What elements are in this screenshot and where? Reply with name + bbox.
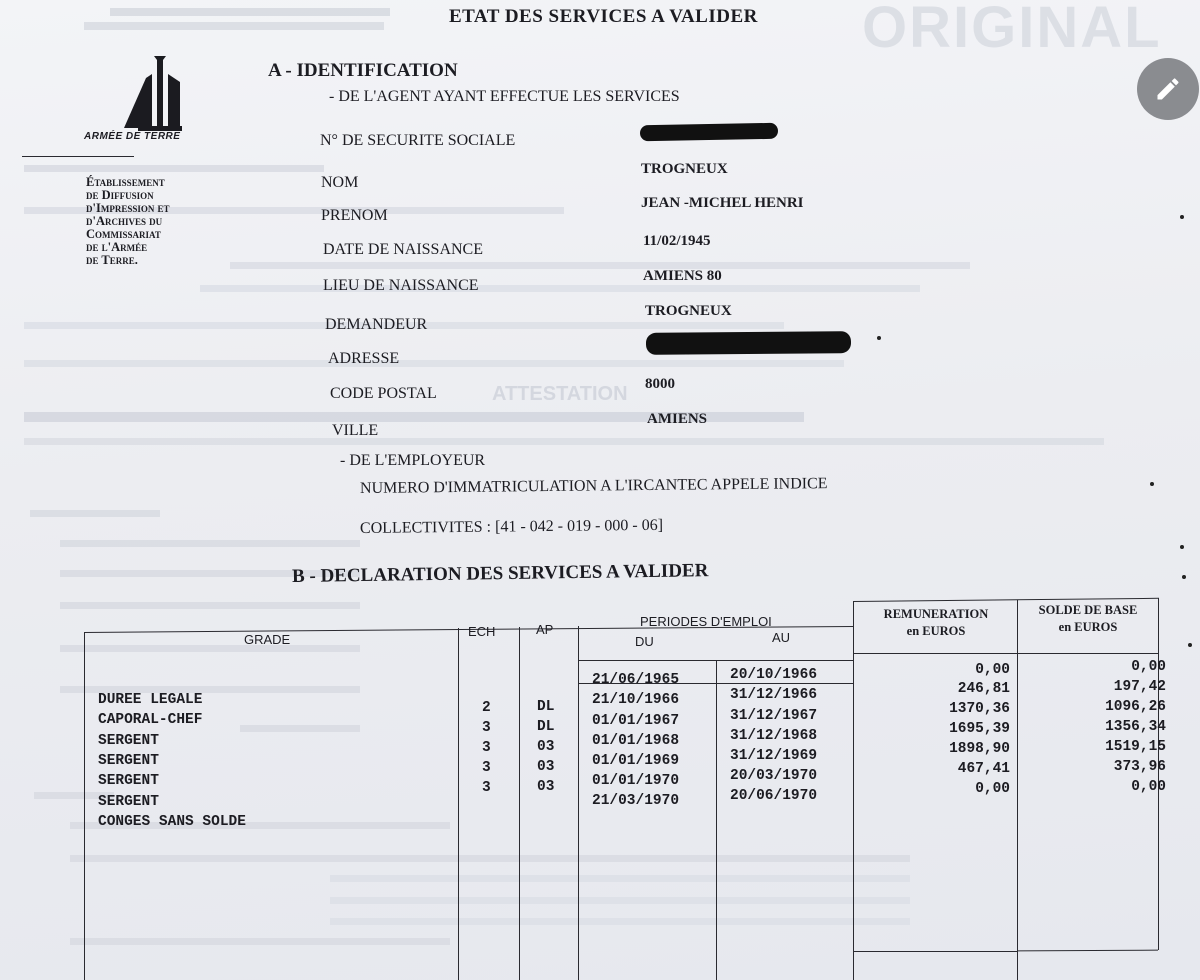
establishment-line: de Diffusion xyxy=(86,188,154,202)
table-cell-ech: 3 xyxy=(482,780,491,796)
table-cell-ech: 3 xyxy=(482,720,491,736)
adresse-label: ADRESSE xyxy=(328,350,400,367)
table-cell-au: 20/06/1970 xyxy=(730,788,818,804)
employer-subheading: - DE L'EMPLOYEUR xyxy=(340,452,486,469)
table-cell-solde: 1096,26 xyxy=(1105,699,1166,715)
table-cell-ap: 03 xyxy=(537,779,555,795)
lieu-value: AMIENS 80 xyxy=(643,268,722,284)
table-cell-ech: 2 xyxy=(482,700,491,716)
agent-subheading: - DE L'AGENT AYANT EFFECTUE LES SERVICES xyxy=(329,88,680,105)
establishment-line: Établissement xyxy=(86,175,165,189)
prenom-label: PRENOM xyxy=(321,207,388,224)
table-cell-rem: 0,00 xyxy=(975,662,1010,678)
establishment-line: Commissariat xyxy=(86,227,161,241)
header-ech: ECH xyxy=(468,624,496,639)
table-cell-rem: 1695,39 xyxy=(949,721,1010,737)
grade-cell: CAPORAL-CHEF xyxy=(98,712,203,728)
ghost-original: ORIGINAL xyxy=(862,0,1162,60)
header-remuneration: REMUNERATION en EUROS xyxy=(883,607,989,638)
table-cell-du: 01/01/1967 xyxy=(592,713,680,729)
table-cell-rem: 0,00 xyxy=(975,781,1010,797)
ville-value: AMIENS xyxy=(647,411,708,427)
table-cell-du: 01/01/1970 xyxy=(592,773,680,789)
ghost-attestation: ATTESTATION xyxy=(492,383,628,405)
table-cell-solde: 373,96 xyxy=(1113,759,1166,775)
table-cell-rem: 246,81 xyxy=(957,681,1010,697)
ircantec-text: NUMERO D'IMMATRICULATION A L'IRCANTEC APPELE INDICE xyxy=(359,475,828,497)
table-cell-ech: 3 xyxy=(482,760,491,776)
header-ap: AP xyxy=(536,622,554,637)
lieu-label: LIEU DE NAISSANCE xyxy=(323,277,479,294)
table-cell-du: 01/01/1968 xyxy=(592,733,680,749)
header-solde: SOLDE DE BASE en EUROS xyxy=(1038,603,1138,634)
establishment-line: d'Archives du xyxy=(86,214,163,228)
demandeur-value: TROGNEUX xyxy=(645,303,732,319)
prenom-value: JEAN -MICHEL HENRI xyxy=(641,195,804,211)
section-a-heading: A - IDENTIFICATION xyxy=(268,60,458,81)
table-cell-du: 21/06/1965 xyxy=(592,672,680,688)
table-cell-au: 31/12/1967 xyxy=(730,708,818,724)
table-cell-du: 21/03/1970 xyxy=(592,793,680,809)
table-cell-rem: 1370,36 xyxy=(949,701,1010,717)
header-du: DU xyxy=(635,634,654,649)
table-cell-rem: 1898,90 xyxy=(949,741,1010,757)
ville-label: VILLE xyxy=(332,422,379,439)
cp-value: 8000 xyxy=(645,376,675,392)
grade-cell: DUREE LEGALE xyxy=(98,692,203,708)
table-cell-ap: 03 xyxy=(537,759,555,775)
header-periodes: PERIODES D'EMPLOI xyxy=(640,614,772,629)
table-cell-du: 21/10/1966 xyxy=(592,692,680,708)
table-cell-ap: DL xyxy=(537,699,555,715)
table-cell-au: 31/12/1968 xyxy=(730,728,818,744)
establishment-line: de l'Armée xyxy=(86,240,148,254)
demandeur-label: DEMANDEUR xyxy=(325,316,428,333)
table-cell-ap: DL xyxy=(537,719,555,735)
grade-cell: SERGENT xyxy=(98,753,159,769)
collectivites-text: COLLECTIVITES : [41 - 042 - 019 - 000 - 06] xyxy=(359,516,664,537)
dob-label: DATE DE NAISSANCE xyxy=(323,241,483,258)
establishment-line: de Terre. xyxy=(86,253,138,267)
nom-value: TROGNEUX xyxy=(641,161,728,177)
table-cell-ech: 3 xyxy=(482,740,491,756)
edit-button[interactable] xyxy=(1137,58,1199,120)
dob-value: 11/02/1945 xyxy=(643,233,711,249)
table-cell-solde: 0,00 xyxy=(1131,659,1166,675)
nom-label: NOM xyxy=(321,174,359,191)
grade-cell: CONGES SANS SOLDE xyxy=(98,814,246,830)
table-cell-au: 31/12/1966 xyxy=(730,687,818,703)
establishment-line: d'Impression et xyxy=(86,201,170,215)
table-cell-solde: 0,00 xyxy=(1131,779,1166,795)
table-cell-solde: 197,42 xyxy=(1113,679,1166,695)
table-cell-ap: 03 xyxy=(537,739,555,755)
table-cell-au: 31/12/1969 xyxy=(730,748,818,764)
table-cell-solde: 1519,15 xyxy=(1105,739,1166,755)
section-b-heading: B - DECLARATION DES SERVICES A VALIDER xyxy=(291,560,709,587)
cp-label: CODE POSTAL xyxy=(330,385,437,402)
grade-cell: SERGENT xyxy=(98,794,159,810)
grade-cell: SERGENT xyxy=(98,773,159,789)
grade-cell: SERGENT xyxy=(98,733,159,749)
table-cell-au: 20/10/1966 xyxy=(730,667,818,683)
pencil-icon xyxy=(1154,75,1182,103)
table-cell-au: 20/03/1970 xyxy=(730,768,818,784)
header-grade: GRADE xyxy=(244,632,291,647)
table-cell-solde: 1356,34 xyxy=(1105,719,1166,735)
secu-label: N° DE SECURITE SOCIALE xyxy=(320,132,516,149)
document-title: ETAT DES SERVICES A VALIDER xyxy=(449,6,758,27)
table-cell-rem: 467,41 xyxy=(957,761,1010,777)
logo-brand: ARMÉE DE TERRE xyxy=(84,131,181,142)
table-cell-du: 01/01/1969 xyxy=(592,753,680,769)
header-au: AU xyxy=(772,630,791,645)
